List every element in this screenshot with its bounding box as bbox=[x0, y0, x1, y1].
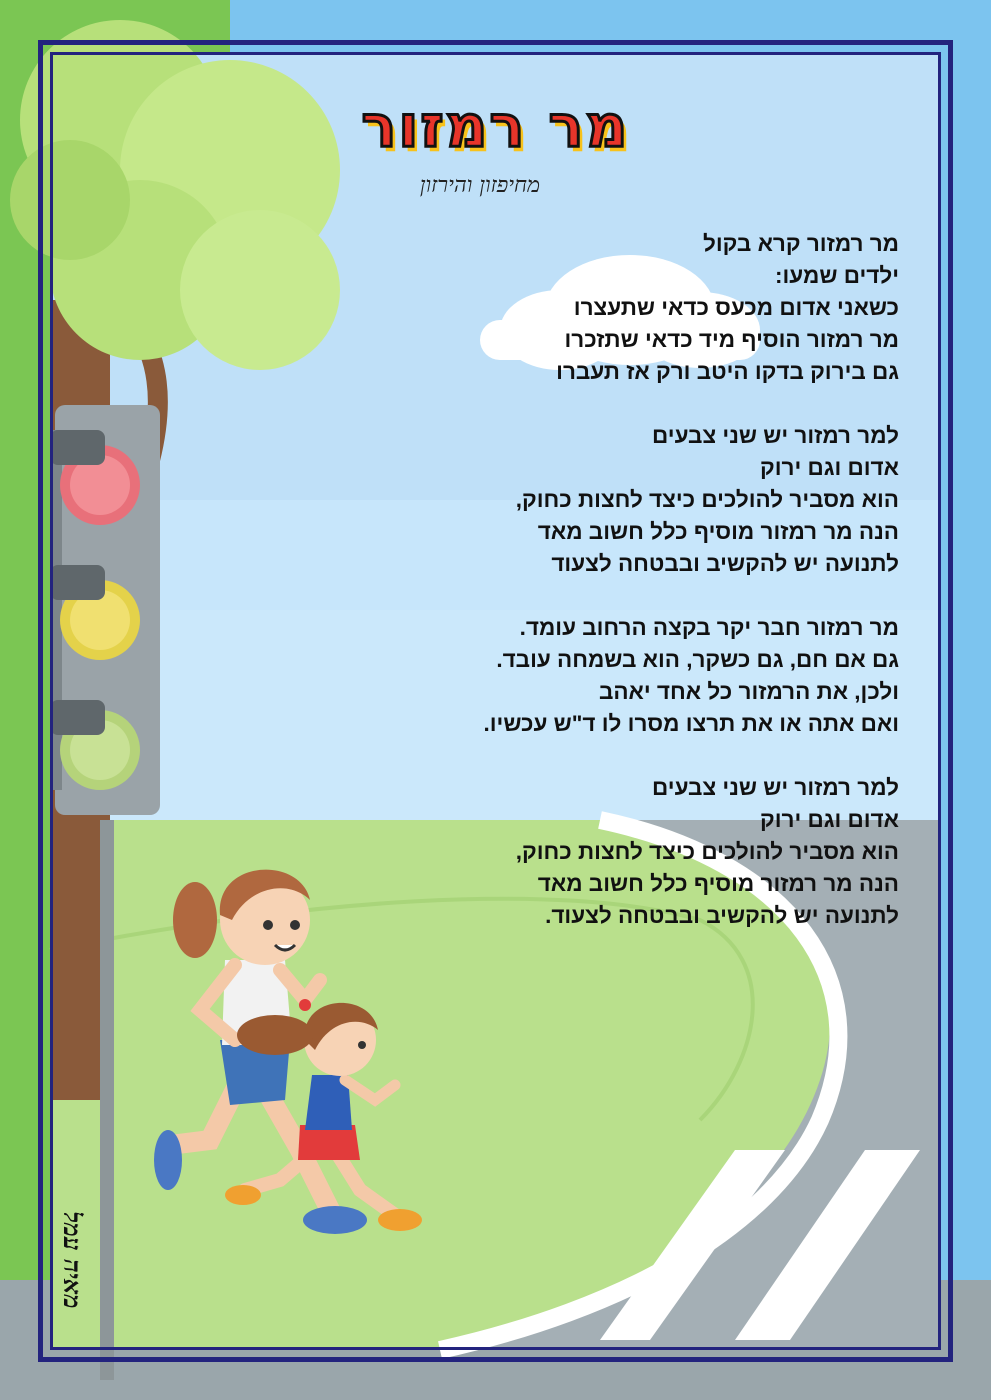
poem-line: ילדים שמעו: bbox=[775, 263, 899, 288]
signature-text: מאיה עמל bbox=[58, 1211, 87, 1309]
poem-line: למר רמזור יש שני צבעים bbox=[652, 423, 899, 448]
poem-line: כשאני אדום מכעס כדאי שתעצרו bbox=[573, 295, 899, 320]
poem-line: הנה מר רמזור מוסיף כלל חשוב מאד bbox=[537, 871, 899, 896]
poem-title: מר רמזור bbox=[361, 92, 630, 160]
poem-line: גם אם חם, גם כשקר, הוא בשמחה עובד. bbox=[496, 647, 899, 672]
poem-line: גם בירוק בדקו היטב ורק אז תעברו bbox=[556, 359, 899, 384]
stanza bbox=[339, 420, 899, 580]
poem-line: מר רמזור קרא בקול bbox=[703, 231, 899, 256]
poem-line: מר רמזור חבר יקר בקצה הרחוב עומד. bbox=[519, 615, 899, 640]
author-signature bbox=[52, 1180, 92, 1340]
poem-line: ואם אתה או את תרצו מסרו לו ד"ש עכשיו. bbox=[483, 711, 899, 736]
stanza bbox=[339, 228, 899, 388]
stanza bbox=[339, 612, 899, 740]
poem-line: אדום וגם ירוק bbox=[760, 455, 899, 480]
poem-text bbox=[339, 228, 899, 964]
poem-line: לתנועה יש להקשיב ובבטחה לצעוד bbox=[551, 551, 899, 576]
poem-line: הנה מר רמזור מוסיף כלל חשוב מאד bbox=[537, 519, 899, 544]
poem-line: הוא מסביר להולכים כיצד לחצות כחוק, bbox=[515, 839, 899, 864]
poem-line: למר רמזור יש שני צבעים bbox=[652, 775, 899, 800]
poem-line: לתנועה יש להקשיב ובבטחה לצעוד. bbox=[545, 903, 899, 928]
poem-line: מר רמזור הוסיף מיד כדאי שתזכרו bbox=[564, 327, 899, 352]
poem-line: אדום וגם ירוק bbox=[760, 807, 899, 832]
poem-line: הוא מסביר להולכים כיצד לחצות כחוק, bbox=[515, 487, 899, 512]
poem-subtitle: מחיפזון והירזון bbox=[419, 173, 541, 198]
stanza bbox=[339, 772, 899, 932]
poem-line: ולכן, את הרמזור כל אחד יאהב bbox=[598, 679, 899, 704]
